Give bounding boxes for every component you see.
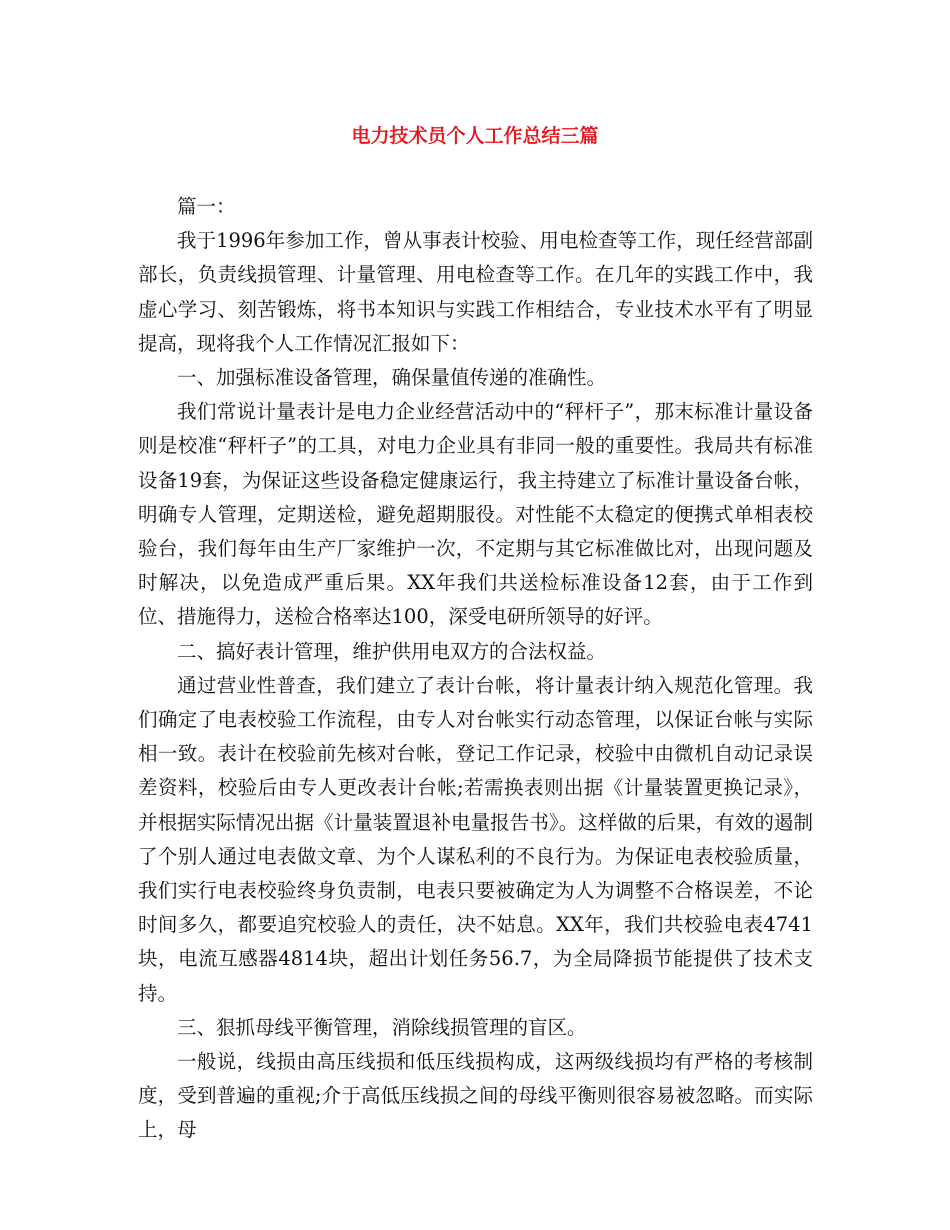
section-heading-1: 一、加强标准设备管理，确保量值传递的准确性。 bbox=[177, 366, 607, 390]
paragraph-section-2: 通过营业性普查，我们建立了表计台帐，将计量表计纳入规范化管理。我们确定了电表校验工作流程，由专人对台帐实行动态管理，以保证台帐与实际相一致。表计在校验前先核对台帐，登记工作记录，校验中由微机自动记录误差资料，校验后由专人更改表计台帐;若需换表则出据《计量装置更换记录》，并根据实际情况出据《计量装置退补电量报告书》。这样做的后果，有效的遏制了个别人通过电表做文章、为个人谋私利的不良行为。为保证电表校验质量，我们实行电表校验终身负责制，电表只要被确定为人为调整不合格误差，不论时间多久，都要追究校验人的责任，决不姑息。XX年，我们共校验电表4741块，电流互感器4814块，超出计划任务56.7，为全局降损节能提供了技术支持。 bbox=[138, 673, 813, 1005]
section-heading-2: 二、搞好表计管理，维护供用电双方的合法权益。 bbox=[177, 639, 607, 663]
paragraph-heading-part-one: 篇一： bbox=[177, 195, 236, 218]
paragraph-section-1: 我们常说计量表计是电力企业经营活动中的“秤杆子”，那末标准计量设备则是校准“秤杆子”的工具，对电力企业具有非同一般的重要性。我局共有标准设备19套，为保证这些设备稳定健康运行，我主持建立了标准计量设备台帐，明确专人管理，定期送检，避免超期服役。对性能不太稳定的便携式单相表校验台，我们每年由生产厂家维护一次，不定期与其它标准做比对，出现问题及时解决，以免造成严重后果。XX年我们共送检标准设备12套，由于工作到位、措施得力，送检合格率达100，深受电研所领导的好评。 bbox=[138, 400, 813, 629]
paragraph-intro: 我于1996年参加工作，曾从事表计校验、用电检查等工作，现任经营部副部长，负责线损管理、计量管理、用电检查等工作。在几年的实践工作中，我虚心学习、刻苦锻炼，将书本知识与实践工作相结合，专业技术水平有了明显提高，现将我个人工作情况汇报如下： bbox=[138, 229, 813, 355]
paragraph-section-3: 一般说，线损由高压线损和低压线损构成，这两级线损均有严格的考核制度，受到普遍的重视;介于高低压线损之间的母线平衡则很容易被忽略。而实际上，母 bbox=[138, 1050, 813, 1142]
section-heading-3: 三、狠抓母线平衡管理，消除线损管理的盲区。 bbox=[177, 1015, 587, 1039]
document-title: 电力技术员个人工作总结三篇 bbox=[351, 125, 599, 147]
document-body bbox=[138, 190, 813, 1148]
